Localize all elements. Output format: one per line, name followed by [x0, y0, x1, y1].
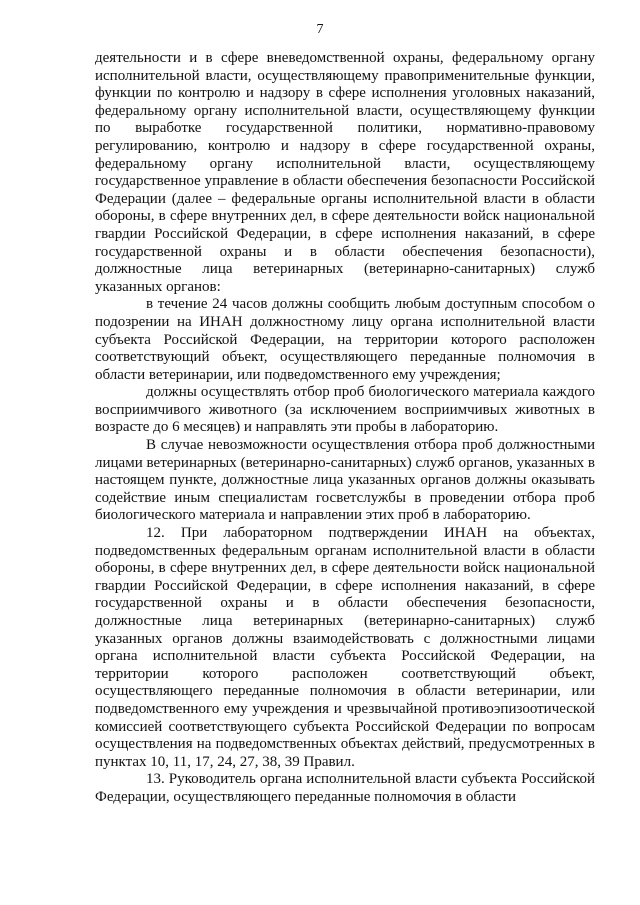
- paragraph-item-12: 12. При лабораторном подтверждении ИНАН на объектах, подведомственных федеральным органам исполнительной власти в области обороны, в сфере внутренних дел, в сфере деятельности войск национальной гвардии Российской Федерации, в сфере исполнения наказаний, в сфере государственной охраны и в области обеспечения безопасности, должностные лица ветеринарных (ветеринарно-санитарных) служб указанных органов должны взаимодействовать с должностными лицами органа исполнительной власти субъекта Российской Федерации, на территории которого расположен соответствующий объект, осуществляющего переданные полномочия в области ветеринарии, или подведомственного ему учреждения и чрезвычайной противоэпизоотической комиссией соответствующего субъекта Российской Федерации по вопросам осуществления на подведомственных объектах действий, предусмотренных в пунктах 10, 11, 17, 24, 27, 38, 39 Правил.: [95, 525, 595, 770]
- paragraph-continuation: деятельности и в сфере вневедомственной охраны, федеральному органу исполнительной власти, осуществляющему правоприменительные функции, функции по контролю и надзору в сфере исполнения уголовных наказаний, федеральному органу исполнительной власти, осуществляющему функции по выработке государственной политики, нормативно-правовому регулированию, контролю и надзору в сфере государственной охраны, федеральному органу исполнительной власти, осуществляющему государственное управление в области обеспечения безопасности Российской Федерации (далее – федеральные органы исполнительной власти в области обороны, в сфере внутренних дел, в сфере деятельности войск национальной гвардии Российской Федерации, в сфере исполнения наказаний, в сфере государственной охраны и в области обеспечения безопасности), должностные лица ветеринарных (ветеринарно-санитарных) служб указанных органов:: [95, 50, 595, 295]
- page-number: 7: [316, 22, 324, 37]
- paragraph-sampling: должны осуществлять отбор проб биологического материала каждого восприимчивого животного (за исключением восприимчивых животных в возрасте до 6 месяцев) и направлять эти пробы в лабораторию.: [95, 384, 595, 436]
- paragraph-item-13: 13. Руководитель органа исполнительной власти субъекта Российской Федерации, осуществляющего переданные полномочия в области: [95, 771, 595, 805]
- document-body: [95, 50, 595, 807]
- paragraph-assistance: В случае невозможности осуществления отбора проб должностными лицами ветеринарных (ветеринарно-санитарных) служб органов, указанных в настоящем пункте, должностные лица указанных органов должны оказывать содействие иным специалистам госветслужбы в проведении отбора проб биологического материала и направлении этих проб в лабораторию.: [95, 437, 595, 524]
- paragraph-report-suspicion: в течение 24 часов должны сообщить любым доступным способом о подозрении на ИНАН должностному лицу органа исполнительной власти субъекта Российской Федерации, на территории которого расположен соответствующий объект, осуществляющего переданные полномочия в области ветеринарии, или подведомственного ему учреждения;: [95, 296, 595, 383]
